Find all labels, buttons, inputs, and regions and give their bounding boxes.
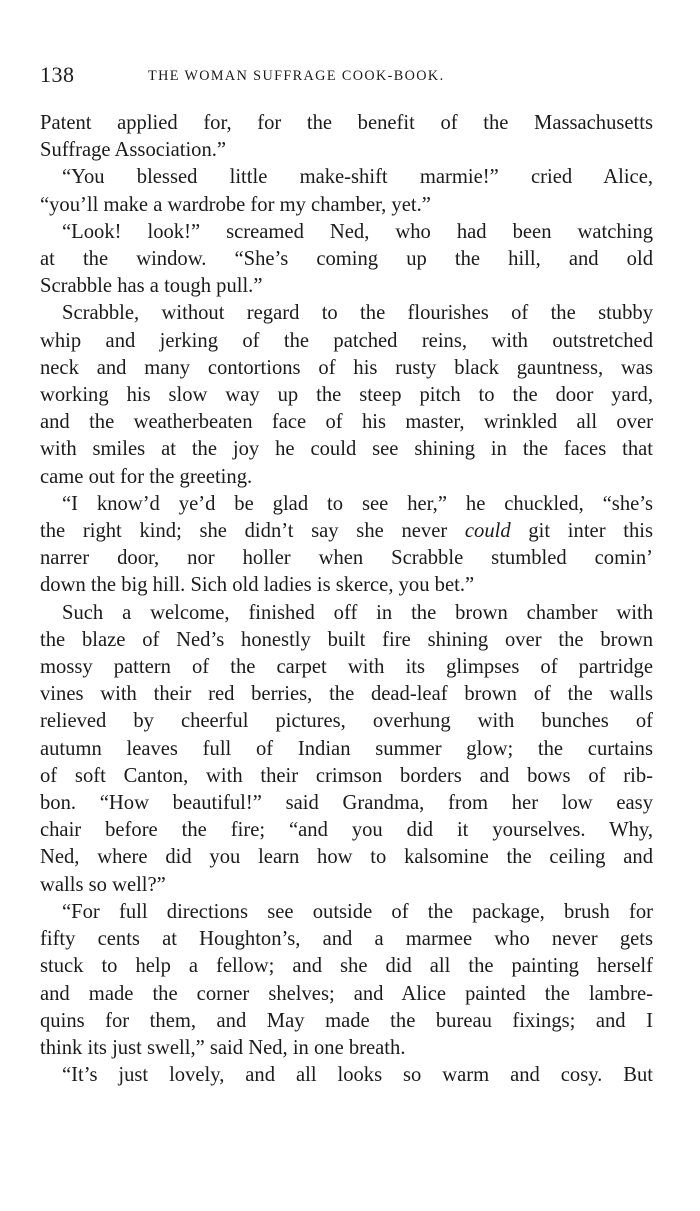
text-line: working his slow way up the steep pitch to the door yard, bbox=[40, 384, 653, 407]
text-line: bon. “How beautiful!” said Grandma, from her low easy bbox=[40, 792, 653, 815]
text-line: think its just swell,” said Ned, in one breath. bbox=[40, 1036, 406, 1059]
text-line: relieved by cheerful pictures, overhung with bunches of bbox=[40, 710, 653, 733]
text-line: narrer door, nor holler when Scrabble stumbled comin’ bbox=[40, 547, 653, 570]
text-line: with smiles at the joy he could see shining in the faces that bbox=[40, 438, 653, 461]
text-line: “Look! look!” screamed Ned, who had been watching bbox=[62, 220, 653, 243]
text-line: Such a welcome, finished off in the brown chamber with bbox=[62, 601, 653, 624]
text-line: chair before the fire; “and you did it yourselves. Why, bbox=[40, 819, 653, 842]
text-line: at the window. “She’s coming up the hill, and old bbox=[40, 248, 653, 271]
text-line: down the big hill. Sich old ladies is skerce, you bet.” bbox=[40, 574, 475, 597]
text-line: the blaze of Ned’s honestly built fire shining over the brown bbox=[40, 628, 653, 651]
text-line: vines with their red berries, the dead-leaf brown of the walls bbox=[40, 683, 653, 706]
body-text bbox=[40, 110, 653, 1089]
text-line: and the weatherbeaten face of his master, wrinkled all over bbox=[40, 411, 653, 434]
text-line: Ned, where did you learn how to kalsomine the ceiling and bbox=[40, 846, 653, 869]
text-line: Scrabble has a tough pull.” bbox=[40, 275, 263, 298]
text-line: neck and many contortions of his rusty black gauntness, was bbox=[40, 356, 653, 379]
emphasis-word: could bbox=[464, 520, 511, 543]
text-line: Scrabble, without regard to the flourishes of the stubby bbox=[62, 302, 653, 325]
text-line: “I know’d ye’d be glad to see her,” he chuckled, “she’s bbox=[62, 492, 653, 515]
text-line: mossy pattern of the carpet with its glimpses of partridge bbox=[40, 656, 653, 679]
text-line: fifty cents at Houghton’s, and a marmee who never gets bbox=[40, 928, 653, 951]
text-line: Patent applied for, for the benefit of the Massachusetts bbox=[40, 112, 653, 134]
text-line: of soft Canton, with their crimson borders and bows of rib- bbox=[40, 764, 653, 787]
text-run: git inter this bbox=[510, 520, 654, 543]
text-line: Suffrage Association.” bbox=[40, 139, 227, 162]
text-line: came out for the greeting. bbox=[40, 465, 253, 488]
text-line: “You blessed little make-shift marmie!” cried Alice, bbox=[62, 166, 653, 189]
page-header bbox=[40, 62, 655, 92]
text-line: whip and jerking of the patched reins, with outstretched bbox=[40, 329, 653, 352]
text-line: “For full directions see outside of the package, brush for bbox=[62, 900, 653, 923]
text-line: and made the corner shelves; and Alice painted the lambre- bbox=[40, 982, 653, 1005]
text-line: stuck to help a fellow; and she did all the painting herself bbox=[40, 955, 653, 978]
text-line: autumn leaves full of Indian summer glow; the curtains bbox=[40, 737, 653, 760]
text-run: the right kind; she didn’t say she never bbox=[40, 520, 465, 543]
text-line: “It’s just lovely, and all looks so warm and cosy. But bbox=[62, 1064, 653, 1087]
text-line: walls so well?” bbox=[40, 873, 166, 896]
page-number: 138 bbox=[40, 62, 75, 87]
running-head: THE WOMAN SUFFRAGE COOK-BOOK. bbox=[148, 68, 445, 84]
text-line bbox=[40, 518, 653, 545]
text-line: quins for them, and May made the bureau fixings; and I bbox=[40, 1009, 653, 1032]
text-line: “you’ll make a wardrobe for my chamber, yet.” bbox=[40, 193, 431, 216]
